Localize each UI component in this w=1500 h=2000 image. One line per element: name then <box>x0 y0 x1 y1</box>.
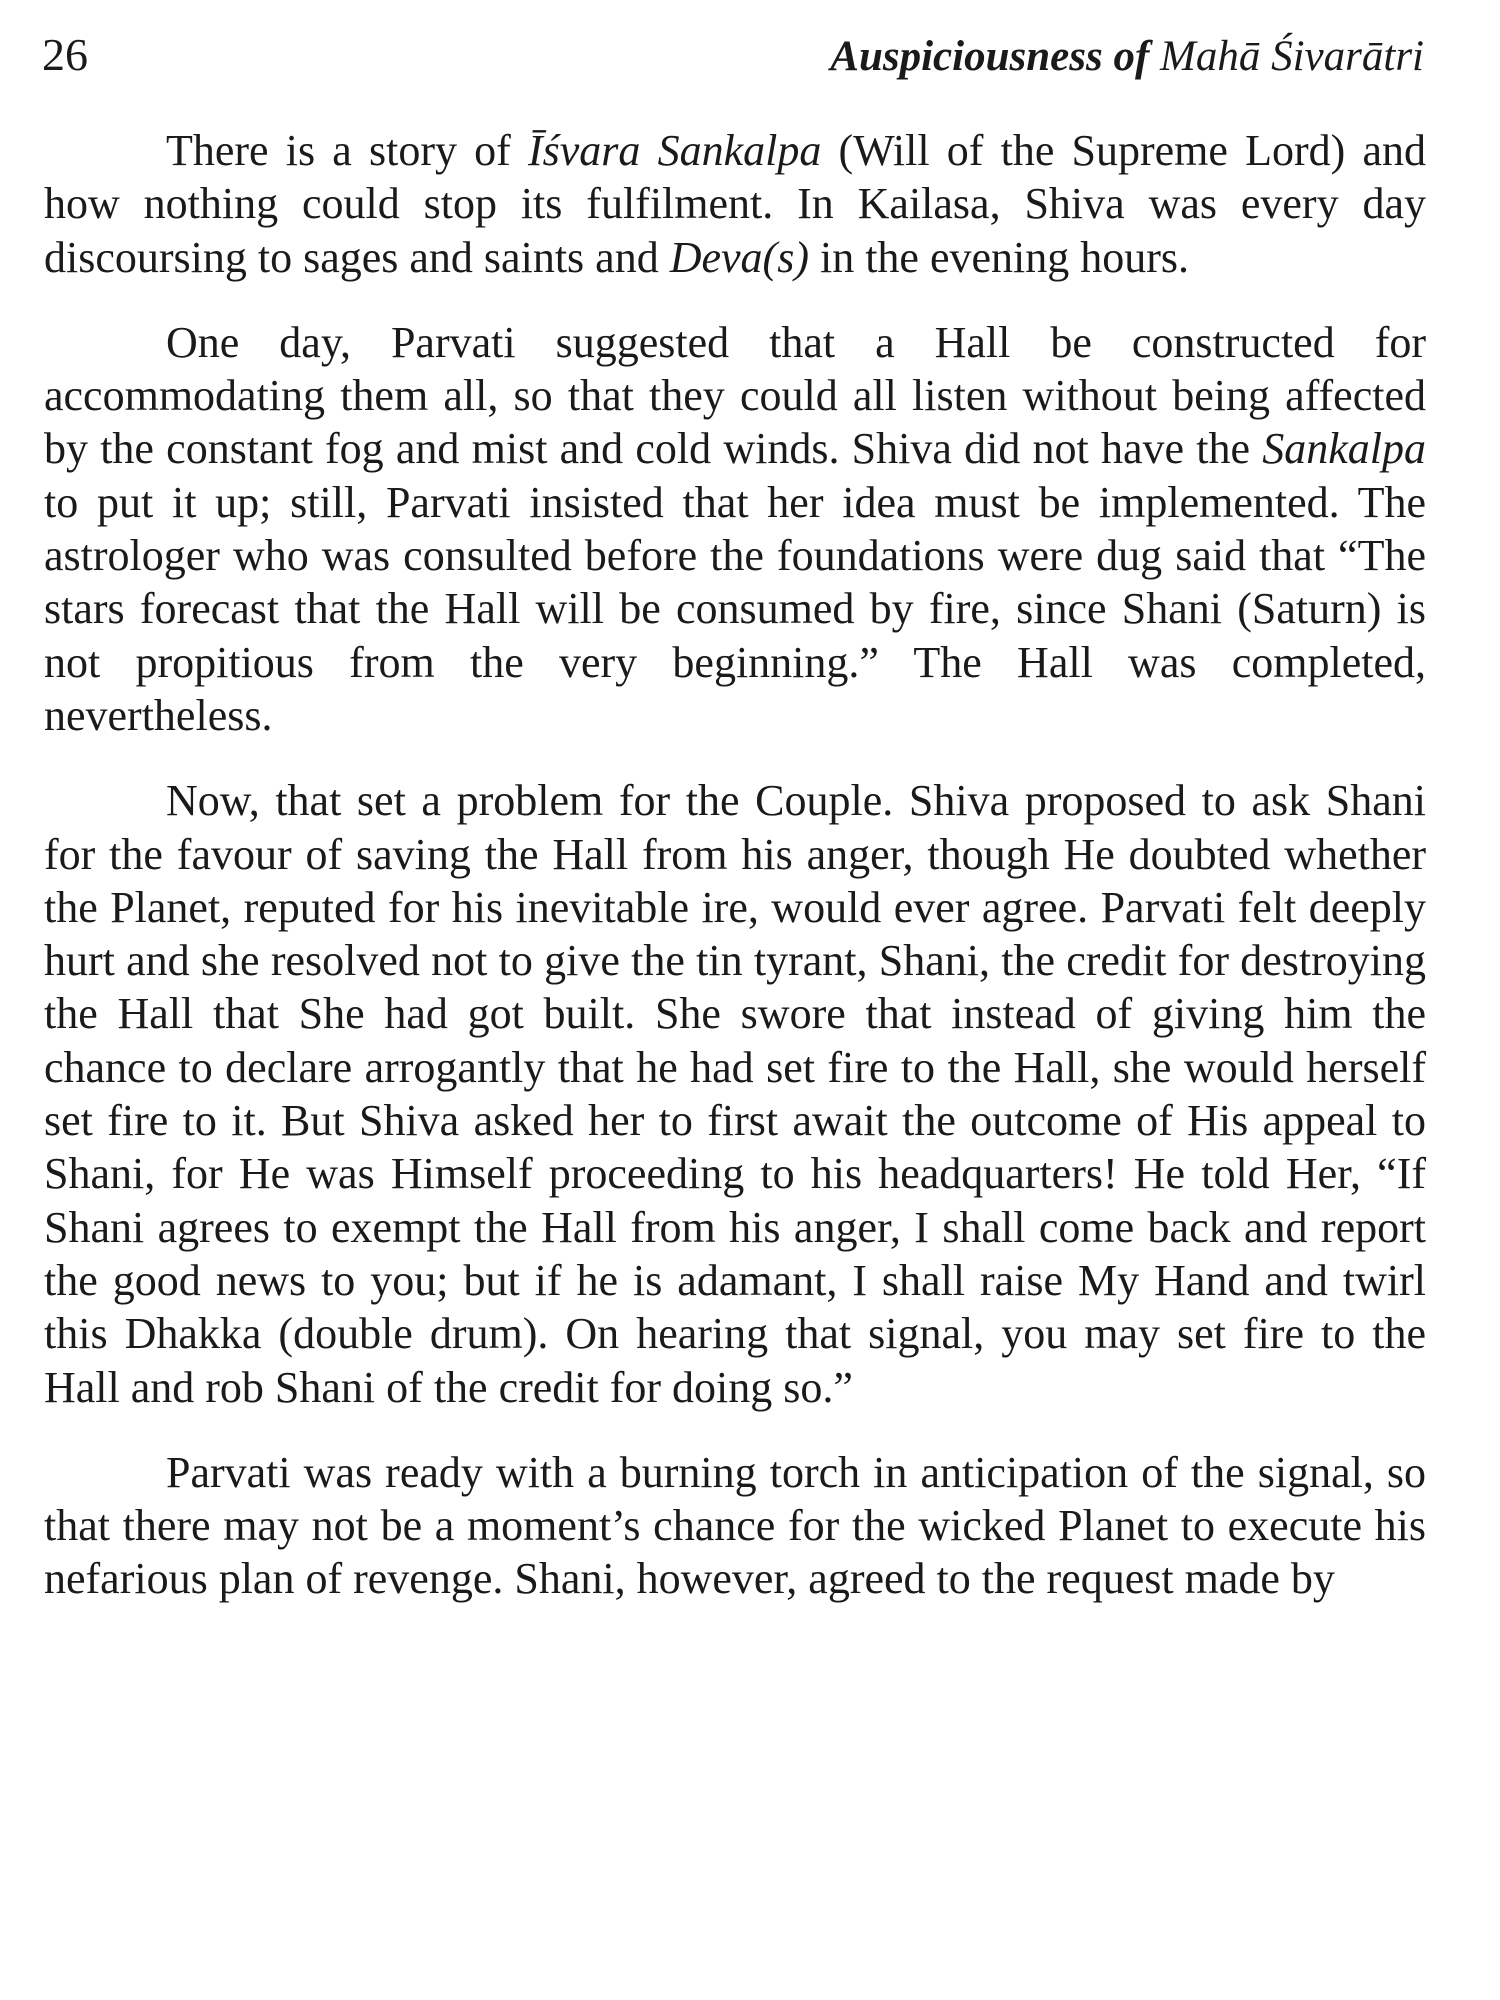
text-segment: in the evening hours. <box>808 232 1190 282</box>
book-title-subject: Mahā Śivarātri <box>1160 33 1424 80</box>
text-segment: (Will of the Supreme Lord) and how nothing could stop its fulfilment. In Kailasa, Shiva was every day discoursing to sages and saints and <box>44 126 1426 282</box>
running-head <box>42 28 1424 88</box>
paragraph-parvati-torch <box>44 1446 1426 1606</box>
book-title <box>830 32 1424 81</box>
page-number: 26 <box>42 29 88 80</box>
paragraph-isvara-sankalpa <box>44 124 1426 284</box>
text-segment: One day, Parvati suggested that a Hall be constructed for accommodating them all, so that they could all listen without being affected by the constant fog and mist and cold winds. Shiva did not have the <box>44 317 1426 474</box>
italic-term: Īśvara Sankalpa <box>527 126 822 175</box>
italic-term: Sankalpa <box>1262 424 1426 474</box>
book-title-main: Auspiciousness of <box>830 33 1161 80</box>
body-text <box>44 124 1426 1606</box>
paragraph-shiva-proposal <box>44 774 1426 1414</box>
paragraph-hall-construction <box>44 316 1426 742</box>
text-segment: Parvati was ready with a burning torch in anticipation of the signal, so that there may not be a moment’s chance for the wicked Planet to execute his nefarious plan of revenge. Shani, however, agreed to the request made by <box>44 1447 1426 1604</box>
text-segment: There is a story of <box>166 126 528 175</box>
text-segment: to put it up; still, Parvati insisted that her idea must be implemented. The astrologer who was consulted before the foundations were dug said that “The stars forecast that the Hall will be consumed by fire, since Shani (Saturn) is not propitious from the very beginning.” The Hall was completed, nevertheless. <box>44 477 1426 740</box>
text-segment: Now, that set a problem for the Couple. Shiva proposed to ask Shani for the favour of saving the Hall from his anger, though He doubted whether the Planet, reputed for his inevitable ire, would ever agree. Parvati felt deeply hurt and she resolved not to give the tin tyrant, Shani, the credit for destroying the Hall that She had got built. She swore that instead of giving him the chance to declare arrogantly that he had set fire to the Hall, she would herself set fire to it. But Shiva asked her to first await the outcome of His appeal to Shani, for He was Himself proceeding to his headquarters! He told Her, “If Shani agrees to exempt the Hall from his anger, I shall come back and report the good news to you; but if he is adamant, I shall raise My Hand and twirl this Dhakka (double drum). On hearing that signal, you may set fire to the Hall and rob Shani of the credit for doing so.” <box>44 776 1426 1412</box>
italic-term: Deva(s) <box>669 232 809 282</box>
